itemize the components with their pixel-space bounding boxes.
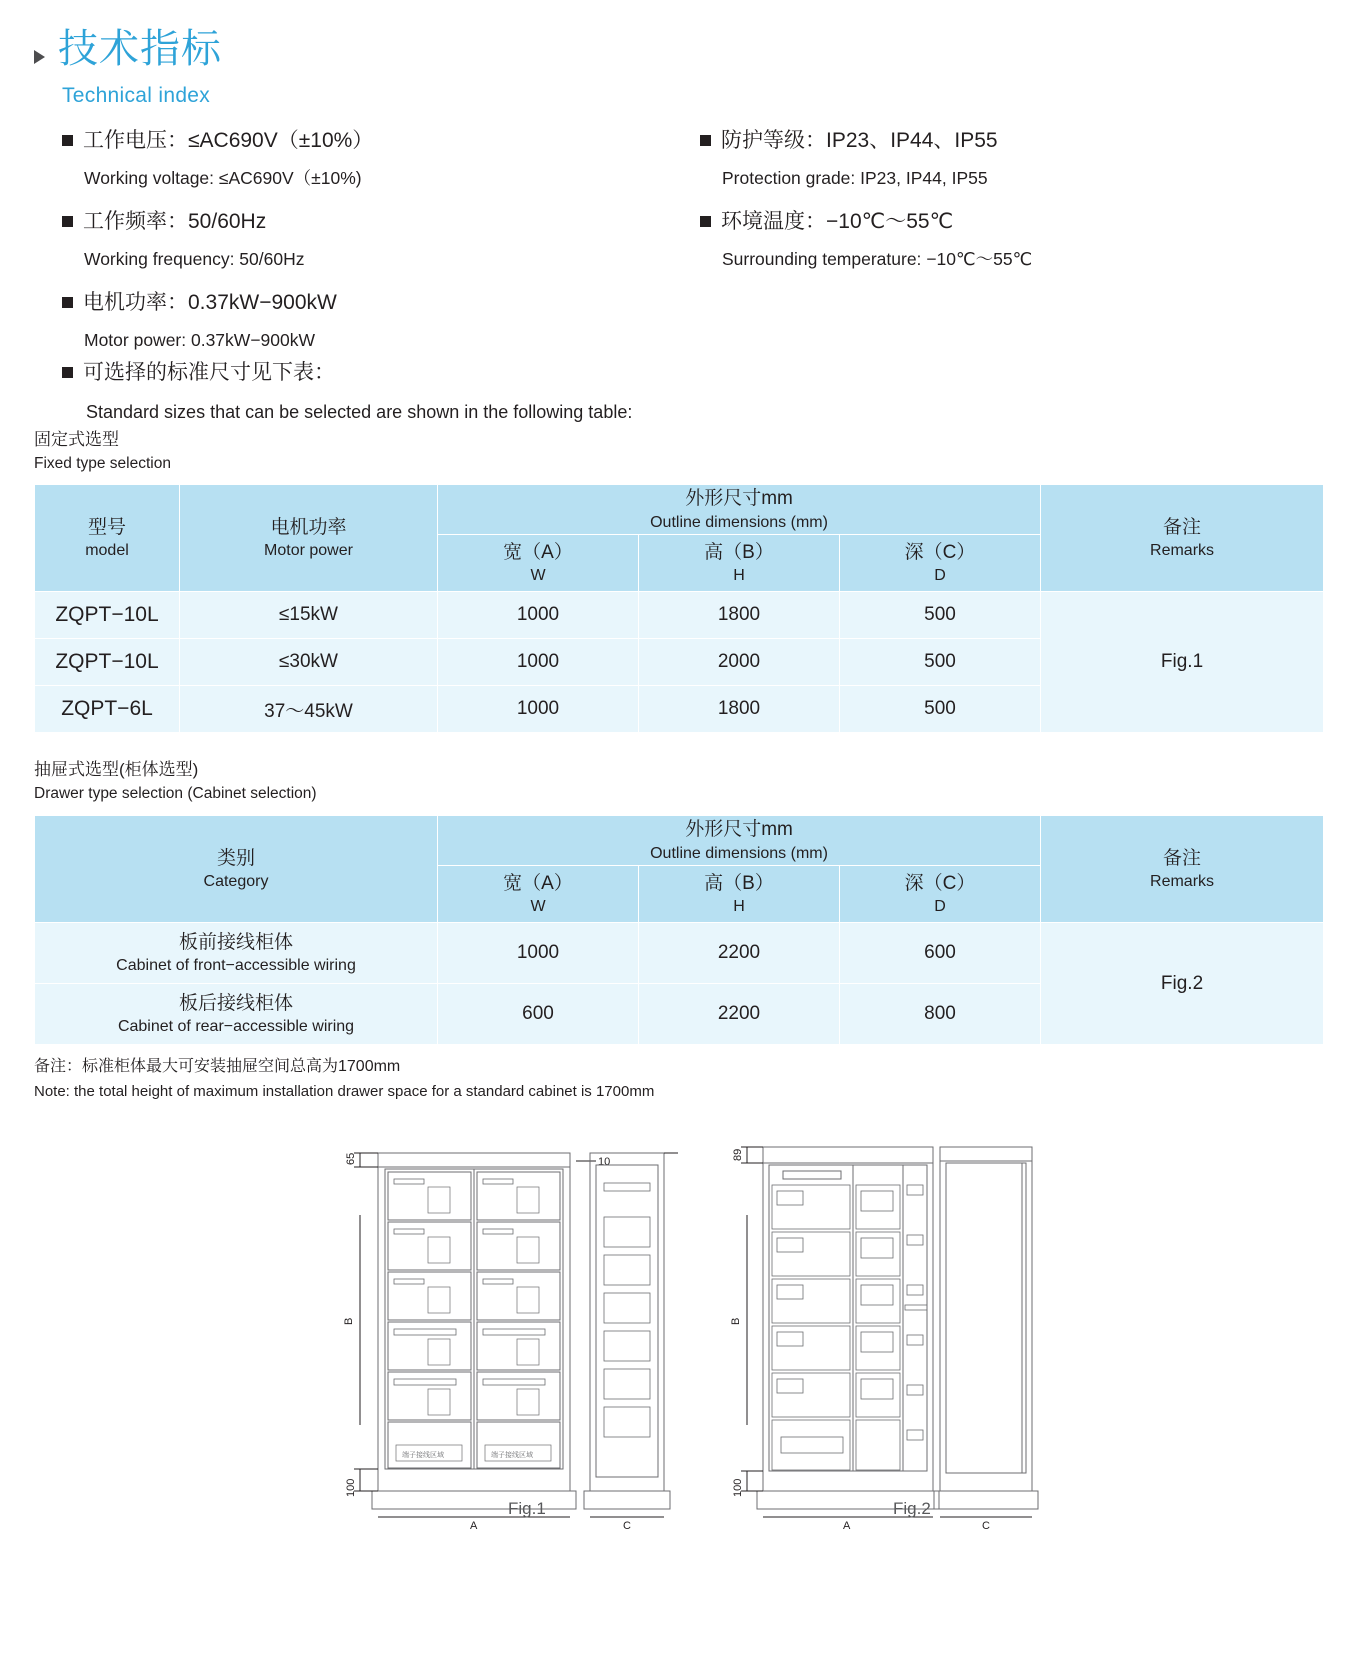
title-chinese: 技术指标: [58, 27, 222, 71]
page-title: [34, 28, 222, 70]
fig1-label-c: C: [623, 1520, 631, 1532]
table-row: [35, 592, 1324, 639]
spec-column-right: [700, 125, 1340, 287]
spec-working-frequency: [62, 206, 702, 271]
triangle-bullet-icon: [34, 50, 45, 64]
cell-depth: 800: [840, 984, 1041, 1045]
fig2-side-view: [928, 1125, 1058, 1532]
cell-category: 板前接线柜体 Cabinet of front−accessible wiring: [35, 923, 438, 984]
fig1-zone-label-left: 端子接线区域: [402, 1452, 444, 1459]
square-bullet-icon: [62, 367, 73, 378]
th-height: 高（B） H: [639, 535, 840, 592]
th-width: 宽（A） W: [438, 866, 639, 923]
table-note: [34, 1055, 654, 1103]
note-cn: 备注：标准柜体最大可安装抽屉空间总高为1700mm: [34, 1058, 401, 1075]
th-width: 宽（A） W: [438, 535, 639, 592]
title-english: Technical index: [62, 84, 211, 107]
cell-model: ZQPT−6L: [35, 686, 180, 733]
spec-cn-text: 防护等级：IP23、IP44、IP55: [721, 129, 998, 152]
fig2-label-a: A: [843, 1520, 851, 1532]
spec-cn-text: 环境温度：−10℃～55℃: [721, 210, 954, 233]
th-height: 高（B） H: [639, 866, 840, 923]
cell-width: 600: [438, 984, 639, 1045]
table2-caption-en: Drawer type selection (Cabinet selection): [34, 784, 317, 802]
fig1-side-view: [578, 1125, 698, 1532]
spec-cn-text: 工作电压：≤AC690V（±10%）: [83, 129, 374, 152]
cell-height: 2200: [639, 923, 840, 984]
fig1-caption: Fig.1: [508, 1499, 546, 1518]
th-category: 类别 Category: [35, 816, 438, 923]
fixed-type-table: [34, 484, 1324, 733]
spec-en-text: Working frequency: 50/60Hz: [84, 248, 305, 269]
spec-cn-text: 可选择的标准尺寸见下表：: [83, 361, 335, 384]
spec-cn-text: 工作频率：50/60Hz: [83, 210, 267, 233]
th-outline-dimensions: 外形尺寸mm Outline dimensions (mm): [438, 816, 1041, 866]
fig1-zone-label-right: 端子接线区域: [491, 1452, 533, 1459]
spec-working-voltage: [62, 125, 702, 190]
cell-depth: 600: [840, 923, 1041, 984]
cell-power: ≤30kW: [180, 639, 438, 686]
th-model: 型号 model: [35, 485, 180, 592]
cell-width: 1000: [438, 686, 639, 733]
fig2-dim-bottom: 100: [732, 1478, 744, 1497]
cell-width: 1000: [438, 592, 639, 639]
table1-caption-cn: 固定式选型: [34, 430, 119, 449]
cell-category: 板后接线柜体 Cabinet of rear−accessible wiring: [35, 984, 438, 1045]
fig2-caption: Fig.2: [893, 1499, 931, 1518]
fig2-label-b: B: [730, 1317, 742, 1325]
drawer-type-table: [34, 815, 1324, 1045]
table-header-row: [35, 485, 1324, 535]
th-motor-power: 电机功率 Motor power: [180, 485, 438, 592]
th-outline-dimensions: 外形尺寸mm Outline dimensions (mm): [438, 485, 1041, 535]
fig1-dim-right: 10: [598, 1156, 611, 1168]
cell-remarks: Fig.1: [1041, 592, 1324, 733]
square-bullet-icon: [62, 216, 73, 227]
fig1-dim-bottom: 100: [345, 1478, 357, 1497]
cell-depth: 500: [840, 639, 1041, 686]
th-remarks: 备注 Remarks: [1041, 485, 1324, 592]
cell-power: 37～45kW: [180, 686, 438, 733]
cell-remarks: Fig.2: [1041, 923, 1324, 1045]
spec-en-text: Protection grade: IP23, IP44, IP55: [722, 167, 988, 188]
cell-height: 2000: [639, 639, 840, 686]
fig1-dim-top: 65: [345, 1152, 357, 1165]
cell-power: ≤15kW: [180, 592, 438, 639]
cell-height: 1800: [639, 686, 840, 733]
cell-model: ZQPT−10L: [35, 592, 180, 639]
cell-model: ZQPT−10L: [35, 639, 180, 686]
spec-standard-sizes: [62, 357, 962, 425]
fig2-drawing: [725, 1125, 955, 1532]
square-bullet-icon: [700, 135, 711, 146]
spec-en-text: Surrounding temperature: −10℃～55℃: [722, 248, 1033, 269]
cell-depth: 500: [840, 686, 1041, 733]
spec-cn-text: 电机功率：0.37kW−900kW: [83, 291, 337, 314]
table-header-row: [35, 816, 1324, 866]
table-row: [35, 923, 1324, 984]
cell-width: 1000: [438, 639, 639, 686]
th-depth: 深（C） D: [840, 535, 1041, 592]
spec-surrounding-temperature: [700, 206, 1340, 271]
fig1-label-a: A: [470, 1520, 478, 1532]
figure-area: [0, 1105, 1357, 1532]
table1-caption: [34, 428, 171, 475]
spec-motor-power: [62, 287, 702, 352]
fig2-label-c: C: [982, 1520, 990, 1532]
table2-caption: [34, 758, 317, 805]
table1-caption-en: Fixed type selection: [34, 454, 171, 472]
square-bullet-icon: [700, 216, 711, 227]
square-bullet-icon: [62, 135, 73, 146]
fig1-label-b: B: [343, 1317, 355, 1325]
cell-height: 1800: [639, 592, 840, 639]
square-bullet-icon: [62, 297, 73, 308]
fig2-dim-top: 89: [732, 1148, 744, 1161]
cell-depth: 500: [840, 592, 1041, 639]
table2-caption-cn: 抽屉式选型(柜体选型): [34, 760, 199, 779]
spec-en-text: Working voltage: ≤AC690V（±10%): [84, 167, 362, 188]
spec-column-left: [62, 125, 702, 368]
cell-width: 1000: [438, 923, 639, 984]
note-en: Note: the total height of maximum installation drawer space for a standard cabinet is 1700mm: [34, 1082, 655, 1100]
spec-en-text: Standard sizes that can be selected are shown in the following table:: [86, 401, 633, 422]
th-depth: 深（C） D: [840, 866, 1041, 923]
th-remarks: 备注 Remarks: [1041, 816, 1324, 923]
spec-protection-grade: [700, 125, 1340, 190]
cell-height: 2200: [639, 984, 840, 1045]
spec-en-text: Motor power: 0.37kW−900kW: [84, 329, 315, 350]
